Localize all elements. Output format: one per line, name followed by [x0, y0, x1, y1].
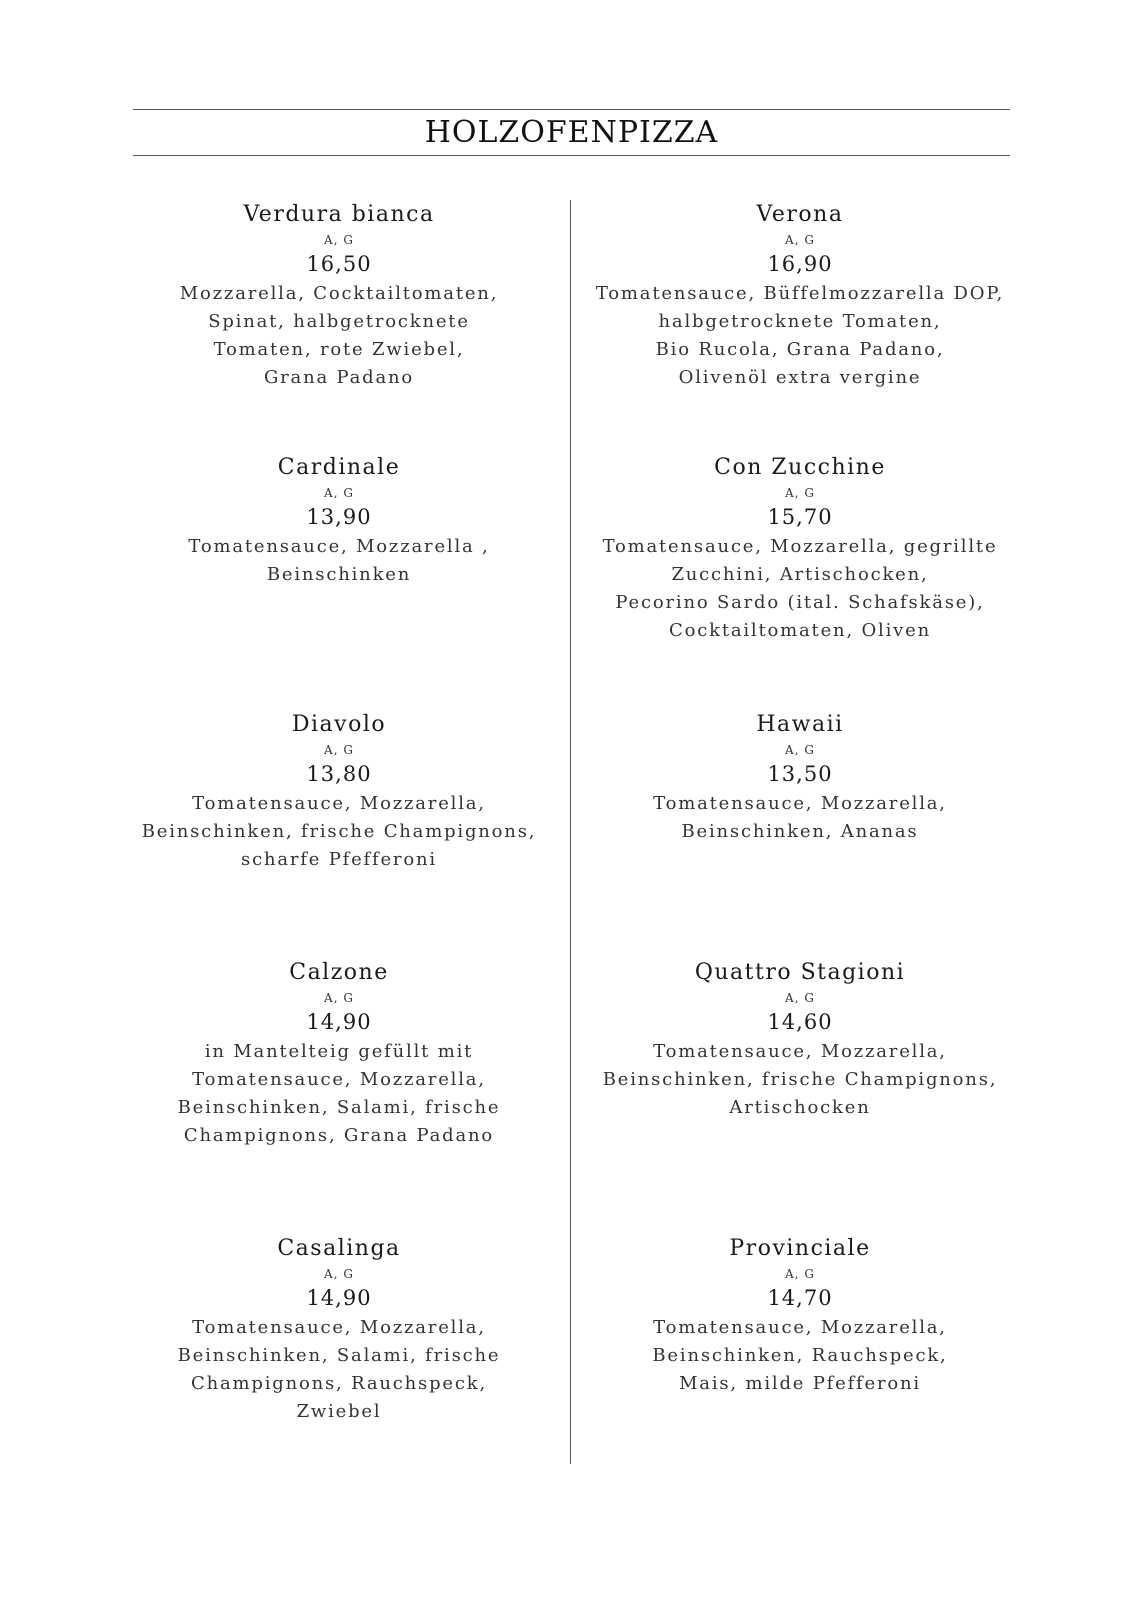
- header-rule-bottom: [133, 155, 1010, 156]
- item-allergens: A, G: [785, 743, 815, 757]
- item-price: 13,90: [306, 505, 372, 529]
- item-name: Verdura bianca: [243, 202, 435, 227]
- column-divider: [570, 200, 571, 1464]
- item-allergens: A, G: [324, 233, 354, 247]
- description-line: halbgetrocknete Tomaten,: [658, 311, 942, 332]
- menu-item: [119, 708, 559, 874]
- description-line: Tomatensauce, Mozzarella,: [653, 1317, 947, 1338]
- description-line: Grana Padano: [263, 367, 415, 388]
- description-line: Tomatensauce, Mozzarella, gegrillte: [602, 536, 998, 557]
- item-price: 13,80: [306, 762, 372, 786]
- description-line: Tomatensauce, Mozzarella,: [192, 1317, 486, 1338]
- item-price: 14,90: [306, 1286, 372, 1310]
- item-allergens: A, G: [324, 743, 354, 757]
- description-line: Tomatensauce, Mozzarella,: [192, 793, 486, 814]
- description-line: Champignons, Rauchspeck,: [191, 1373, 487, 1394]
- description-line: Beinschinken, frische Champignons,: [602, 1069, 998, 1090]
- item-description: [580, 533, 1020, 645]
- item-price: 16,90: [767, 252, 833, 276]
- item-description: [119, 1038, 559, 1150]
- item-description: [119, 533, 559, 589]
- item-price: 14,70: [767, 1286, 833, 1310]
- item-allergens: A, G: [324, 991, 354, 1005]
- menu-item: [119, 1232, 559, 1426]
- item-name: Con Zucchine: [714, 455, 886, 480]
- description-line: Mais, milde Pfefferoni: [679, 1373, 921, 1394]
- item-name: Diavolo: [291, 712, 387, 737]
- item-description: [580, 1314, 1020, 1398]
- item-description: [119, 790, 559, 874]
- item-price: 16,50: [306, 252, 372, 276]
- menu-item: [119, 956, 559, 1150]
- item-price: 13,50: [767, 762, 833, 786]
- item-price: 14,60: [767, 1010, 833, 1034]
- description-line: Beinschinken, Salami, frische: [177, 1097, 501, 1118]
- description-line: Tomatensauce, Mozzarella,: [653, 1041, 947, 1062]
- description-line: Mozzarella, Cocktailtomaten,: [179, 283, 499, 304]
- menu-item: [580, 956, 1020, 1122]
- item-name: Provinciale: [729, 1236, 871, 1261]
- description-line: Tomatensauce, Mozzarella,: [653, 793, 947, 814]
- item-description: [580, 1038, 1020, 1122]
- item-description: [119, 1314, 559, 1426]
- item-description: [119, 280, 559, 392]
- item-allergens: A, G: [785, 1267, 815, 1281]
- description-line: in Mantelteig gefüllt mit: [204, 1041, 474, 1062]
- item-name: Hawaii: [756, 712, 844, 737]
- menu-item: [119, 451, 559, 589]
- menu-item: [580, 1232, 1020, 1398]
- item-description: [580, 790, 1020, 846]
- description-line: Beinschinken, frische Champignons,: [141, 821, 537, 842]
- description-line: Artischocken: [729, 1097, 871, 1118]
- item-allergens: A, G: [324, 486, 354, 500]
- item-name: Casalinga: [277, 1236, 401, 1261]
- menu-item: [119, 198, 559, 392]
- description-line: Beinschinken: [266, 564, 412, 585]
- description-line: Tomatensauce, Mozzarella ,: [188, 536, 490, 557]
- description-line: Zucchini, Artischocken,: [671, 564, 929, 585]
- item-price: 15,70: [767, 505, 833, 529]
- item-name: Cardinale: [277, 455, 401, 480]
- description-line: Cocktailtomaten, Oliven: [669, 620, 931, 641]
- description-line: Tomatensauce, Büffelmozzarella DOP,: [595, 283, 1005, 304]
- item-allergens: A, G: [785, 486, 815, 500]
- description-line: Champignons, Grana Padano: [183, 1125, 495, 1146]
- item-allergens: A, G: [324, 1267, 354, 1281]
- menu-item: [580, 198, 1020, 392]
- description-line: Olivenöl extra vergine: [678, 367, 922, 388]
- item-description: [580, 280, 1020, 392]
- item-name: Verona: [756, 202, 844, 227]
- description-line: Pecorino Sardo (ital. Schafskäse),: [615, 592, 985, 613]
- section-title: HOLZOFENPIZZA: [424, 115, 719, 150]
- description-line: scharfe Pfefferoni: [241, 849, 437, 870]
- item-price: 14,90: [306, 1010, 372, 1034]
- description-line: Beinschinken, Ananas: [681, 821, 919, 842]
- menu-item: [580, 451, 1020, 645]
- header-rule-top: [133, 109, 1010, 110]
- item-allergens: A, G: [785, 991, 815, 1005]
- description-line: Tomaten, rote Zwiebel,: [213, 339, 465, 360]
- description-line: Bio Rucola, Grana Padano,: [655, 339, 945, 360]
- menu-item: [580, 708, 1020, 846]
- description-line: Beinschinken, Salami, frische: [177, 1345, 501, 1366]
- description-line: Spinat, halbgetrocknete: [208, 311, 470, 332]
- item-name: Quattro Stagioni: [694, 960, 906, 985]
- item-allergens: A, G: [785, 233, 815, 247]
- description-line: Beinschinken, Rauchspeck,: [652, 1345, 948, 1366]
- item-name: Calzone: [289, 960, 389, 985]
- description-line: Tomatensauce, Mozzarella,: [192, 1069, 486, 1090]
- description-line: Zwiebel: [296, 1401, 382, 1422]
